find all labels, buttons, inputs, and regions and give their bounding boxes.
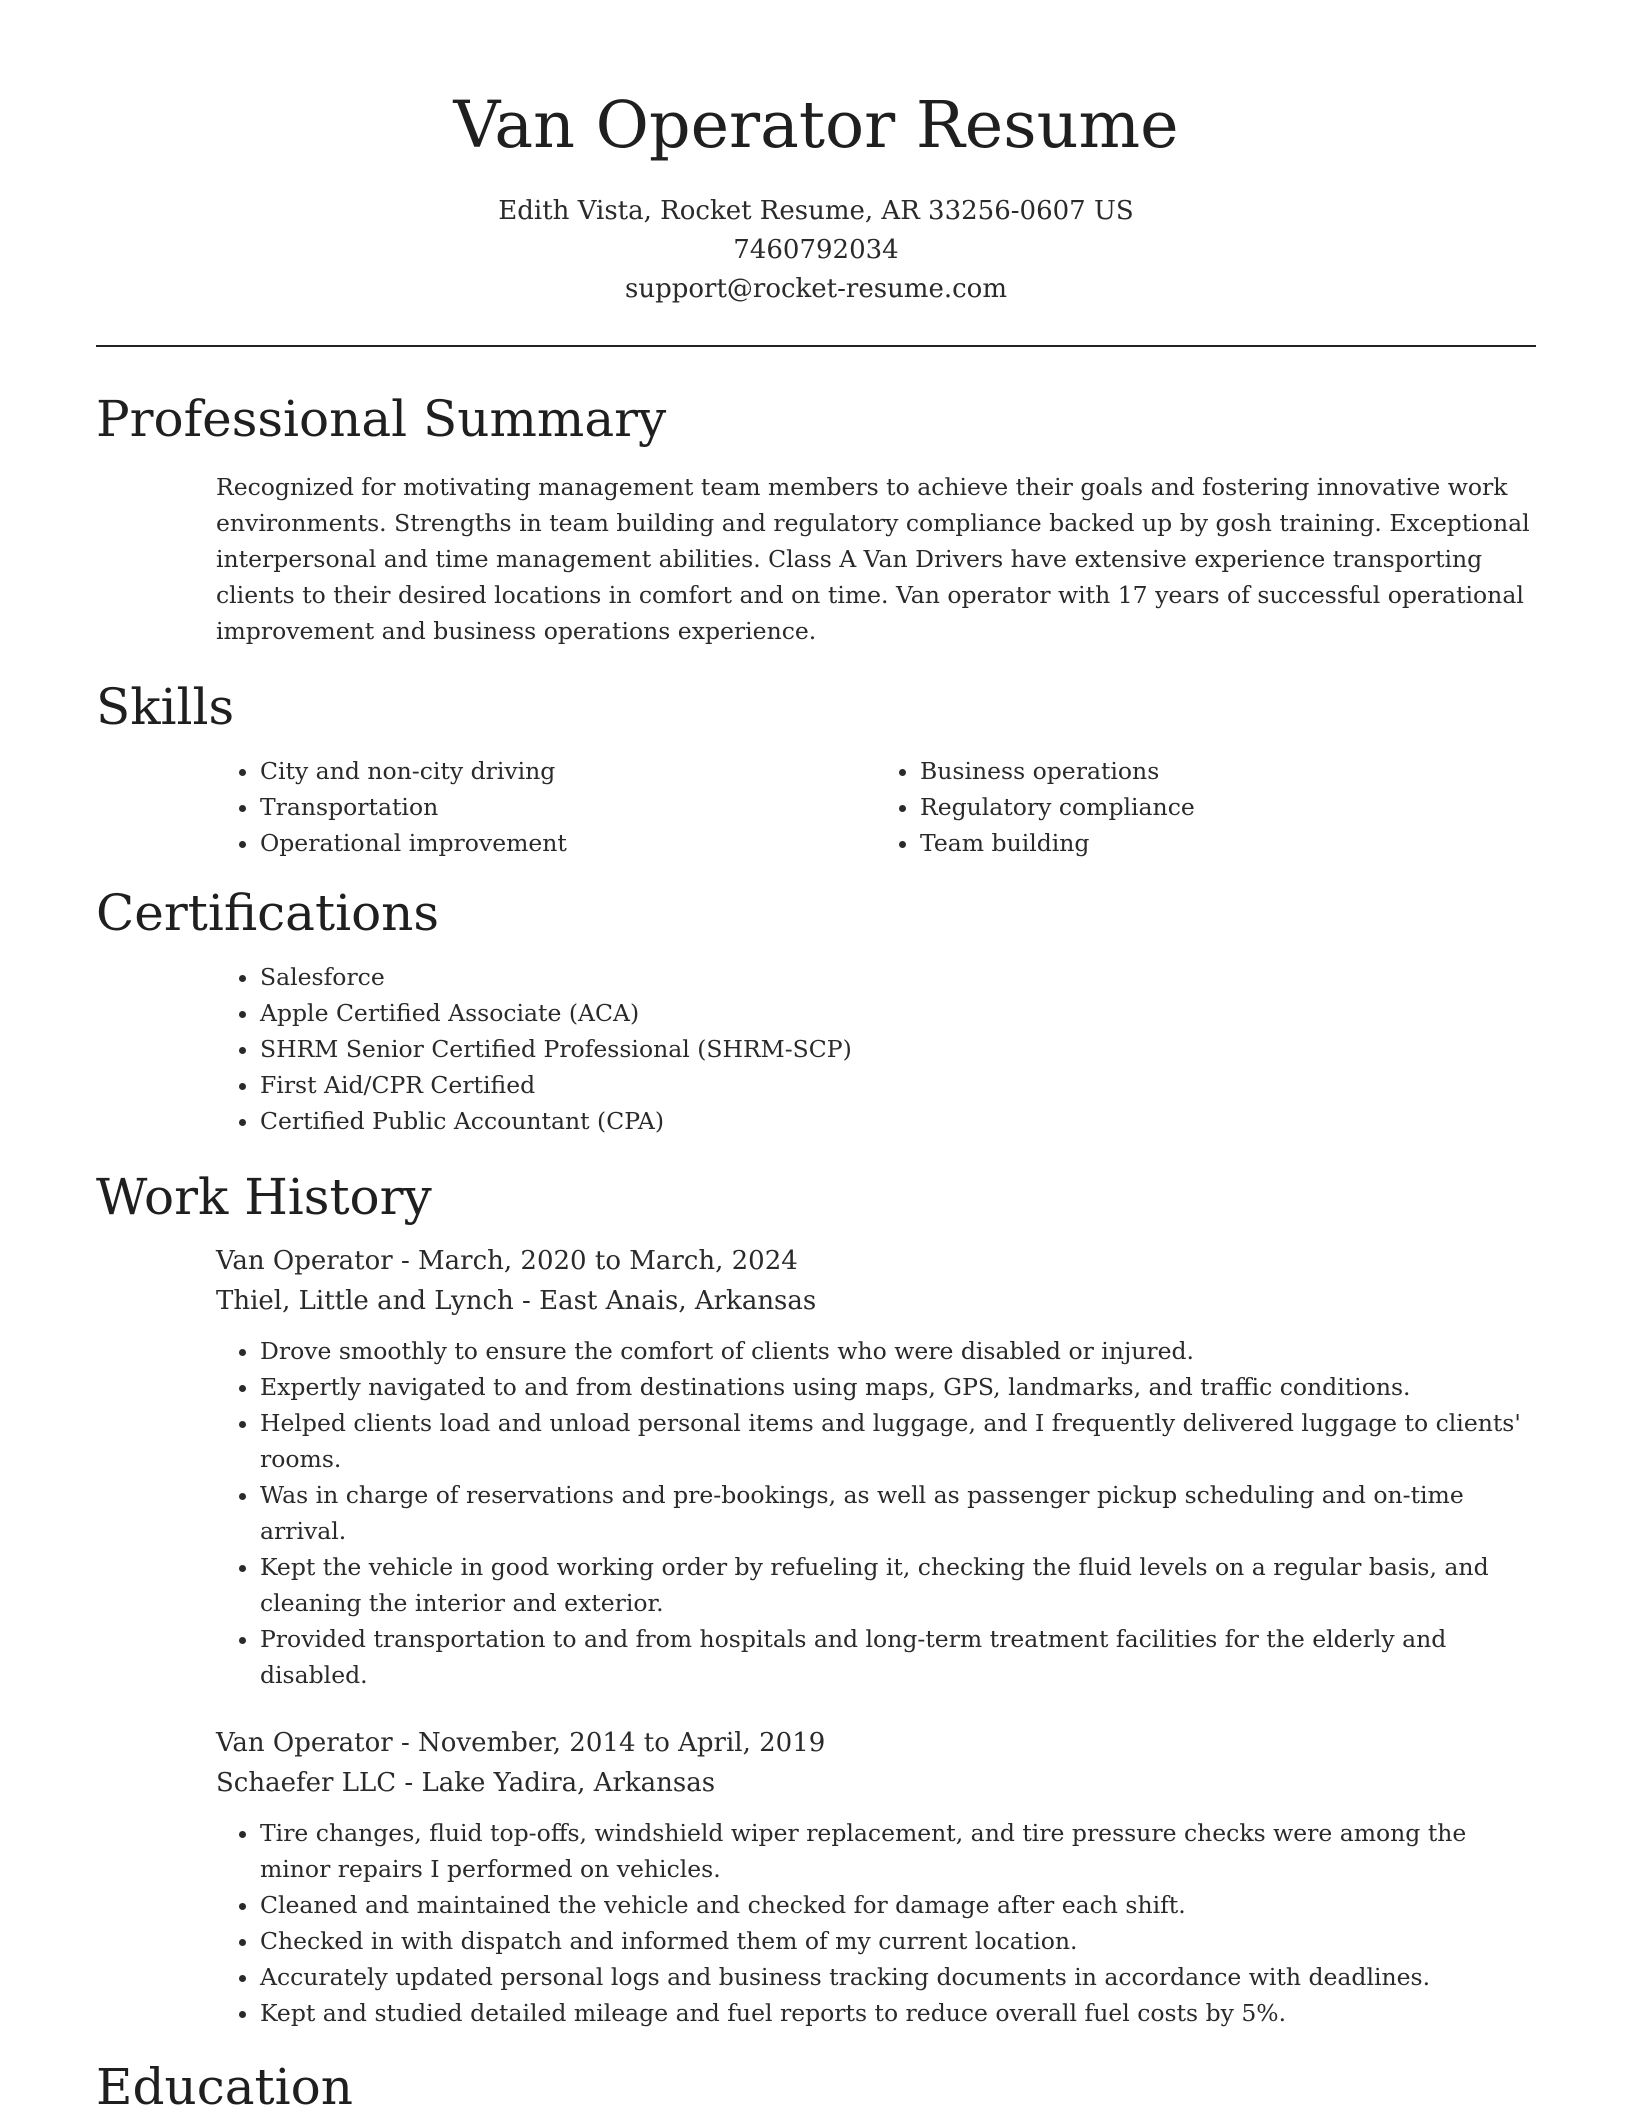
job-entry — [216, 1241, 1536, 1693]
resume-header — [96, 0, 1536, 309]
contact-address: Edith Vista, Rocket Resume, AR 33256-0607 US — [498, 196, 1134, 226]
resume-title: Van Operator Resume — [453, 88, 1179, 163]
job-title-line: Van Operator - March, 2020 to March, 2024 — [216, 1246, 798, 1276]
skill-item: • Regulatory compliance — [920, 789, 1536, 825]
certification-item: • SHRM Senior Certified Professional (SHRM-SCP) — [260, 1031, 1536, 1067]
employer-line: Schaefer LLC - Lake Yadira, Arkansas — [216, 1768, 716, 1798]
job-duty-item: • Kept and studied detailed mileage and fuel reports to reduce overall fuel costs by 5%. — [260, 1995, 1536, 2031]
skill-item: • Operational improvement — [260, 825, 876, 861]
education-section — [96, 2055, 1536, 2119]
contact-phone: 7460792034 — [733, 235, 899, 265]
employer-name: Thiel, Little and Lynch — [216, 1286, 514, 1316]
employer-location: Lake Yadira, Arkansas — [421, 1768, 716, 1798]
job-entry — [216, 1723, 1536, 2031]
job-duty-item: • Tire changes, fluid top-offs, windshield wiper replacement, and tire pressure checks were among the minor repairs I performed on vehicles. — [260, 1815, 1536, 1887]
job-title: Van Operator — [216, 1246, 393, 1276]
contact-email: support@rocket-resume.com — [624, 274, 1007, 304]
job-duty-item: • Helped clients load and unload personal items and luggage, and I frequently delivered luggage to clients' rooms. — [260, 1405, 1536, 1477]
summary-heading: Professional Summary — [96, 390, 667, 448]
skill-item: • Transportation — [260, 789, 876, 825]
job-duty-item: • Checked in with dispatch and informed them of my current location. — [260, 1923, 1536, 1959]
work-history-section — [96, 1165, 1536, 2031]
certifications-heading: Certifications — [96, 884, 440, 942]
job-duty-item: • Kept the vehicle in good working order by refueling it, checking the fluid levels on a regular basis, and cleaning the interior and exterior. — [260, 1549, 1536, 1621]
job-dates: November, 2014 to April, 2019 — [418, 1728, 826, 1758]
resume-page — [96, 0, 1536, 2119]
contact-block — [96, 192, 1536, 309]
job-duty-item: • Accurately updated personal logs and business tracking documents in accordance with deadlines. — [260, 1959, 1536, 1995]
certification-item: • Certified Public Accountant (CPA) — [260, 1103, 1536, 1139]
job-duty-item: • Cleaned and maintained the vehicle and checked for damage after each shift. — [260, 1887, 1536, 1923]
employer-location: East Anais, Arkansas — [539, 1286, 817, 1316]
job-duty-item: • Provided transportation to and from hospitals and long-term treatment facilities for the elderly and disabled. — [260, 1621, 1536, 1693]
skills-list-right — [876, 753, 1536, 861]
employer-name: Schaefer LLC — [216, 1768, 397, 1798]
skills-section — [96, 675, 1536, 861]
education-heading: Education — [96, 2058, 353, 2116]
certifications-section — [96, 881, 1536, 1139]
certification-item: • Salesforce — [260, 959, 1536, 995]
skill-item: • Team building — [920, 825, 1536, 861]
work-history-heading: Work History — [96, 1168, 432, 1226]
job-title-line: Van Operator - November, 2014 to April, 2019 — [216, 1728, 826, 1758]
summary-text: Recognized for motivating management team members to achieve their goals and fostering innovative work environments. Strengths in team building and regulatory compliance backed up by gosh training. Exceptional interpersonal and time management abilities. Class A Van Drivers have extensive experience transporting clients to their desired locations in comfort and on time. Van operator with 17 years of successful operational improvement and business operations experience. — [216, 473, 1530, 645]
skill-item: • City and non-city driving — [260, 753, 876, 789]
job-duty-item: • Drove smoothly to ensure the comfort of clients who were disabled or injured. — [260, 1333, 1536, 1369]
certification-item: • First Aid/CPR Certified — [260, 1067, 1536, 1103]
job-dates: March, 2020 to March, 2024 — [418, 1246, 798, 1276]
certifications-list — [216, 959, 1536, 1139]
certification-item: • Apple Certified Associate (ACA) — [260, 995, 1536, 1031]
skill-item: • Business operations — [920, 753, 1536, 789]
skills-grid — [216, 753, 1536, 861]
employer-line: Thiel, Little and Lynch - East Anais, Arkansas — [216, 1286, 817, 1316]
skills-list-left — [216, 753, 876, 861]
job-duty-item: • Was in charge of reservations and pre-bookings, as well as passenger pickup scheduling and on-time arrival. — [260, 1477, 1536, 1549]
summary-section — [96, 387, 1536, 649]
job-duties-list — [216, 1815, 1536, 2031]
header-divider — [96, 345, 1536, 347]
skills-heading: Skills — [96, 678, 235, 736]
job-duty-item: • Expertly navigated to and from destinations using maps, GPS, landmarks, and traffic conditions. — [260, 1369, 1536, 1405]
job-duties-list — [216, 1333, 1536, 1693]
job-title: Van Operator — [216, 1728, 393, 1758]
